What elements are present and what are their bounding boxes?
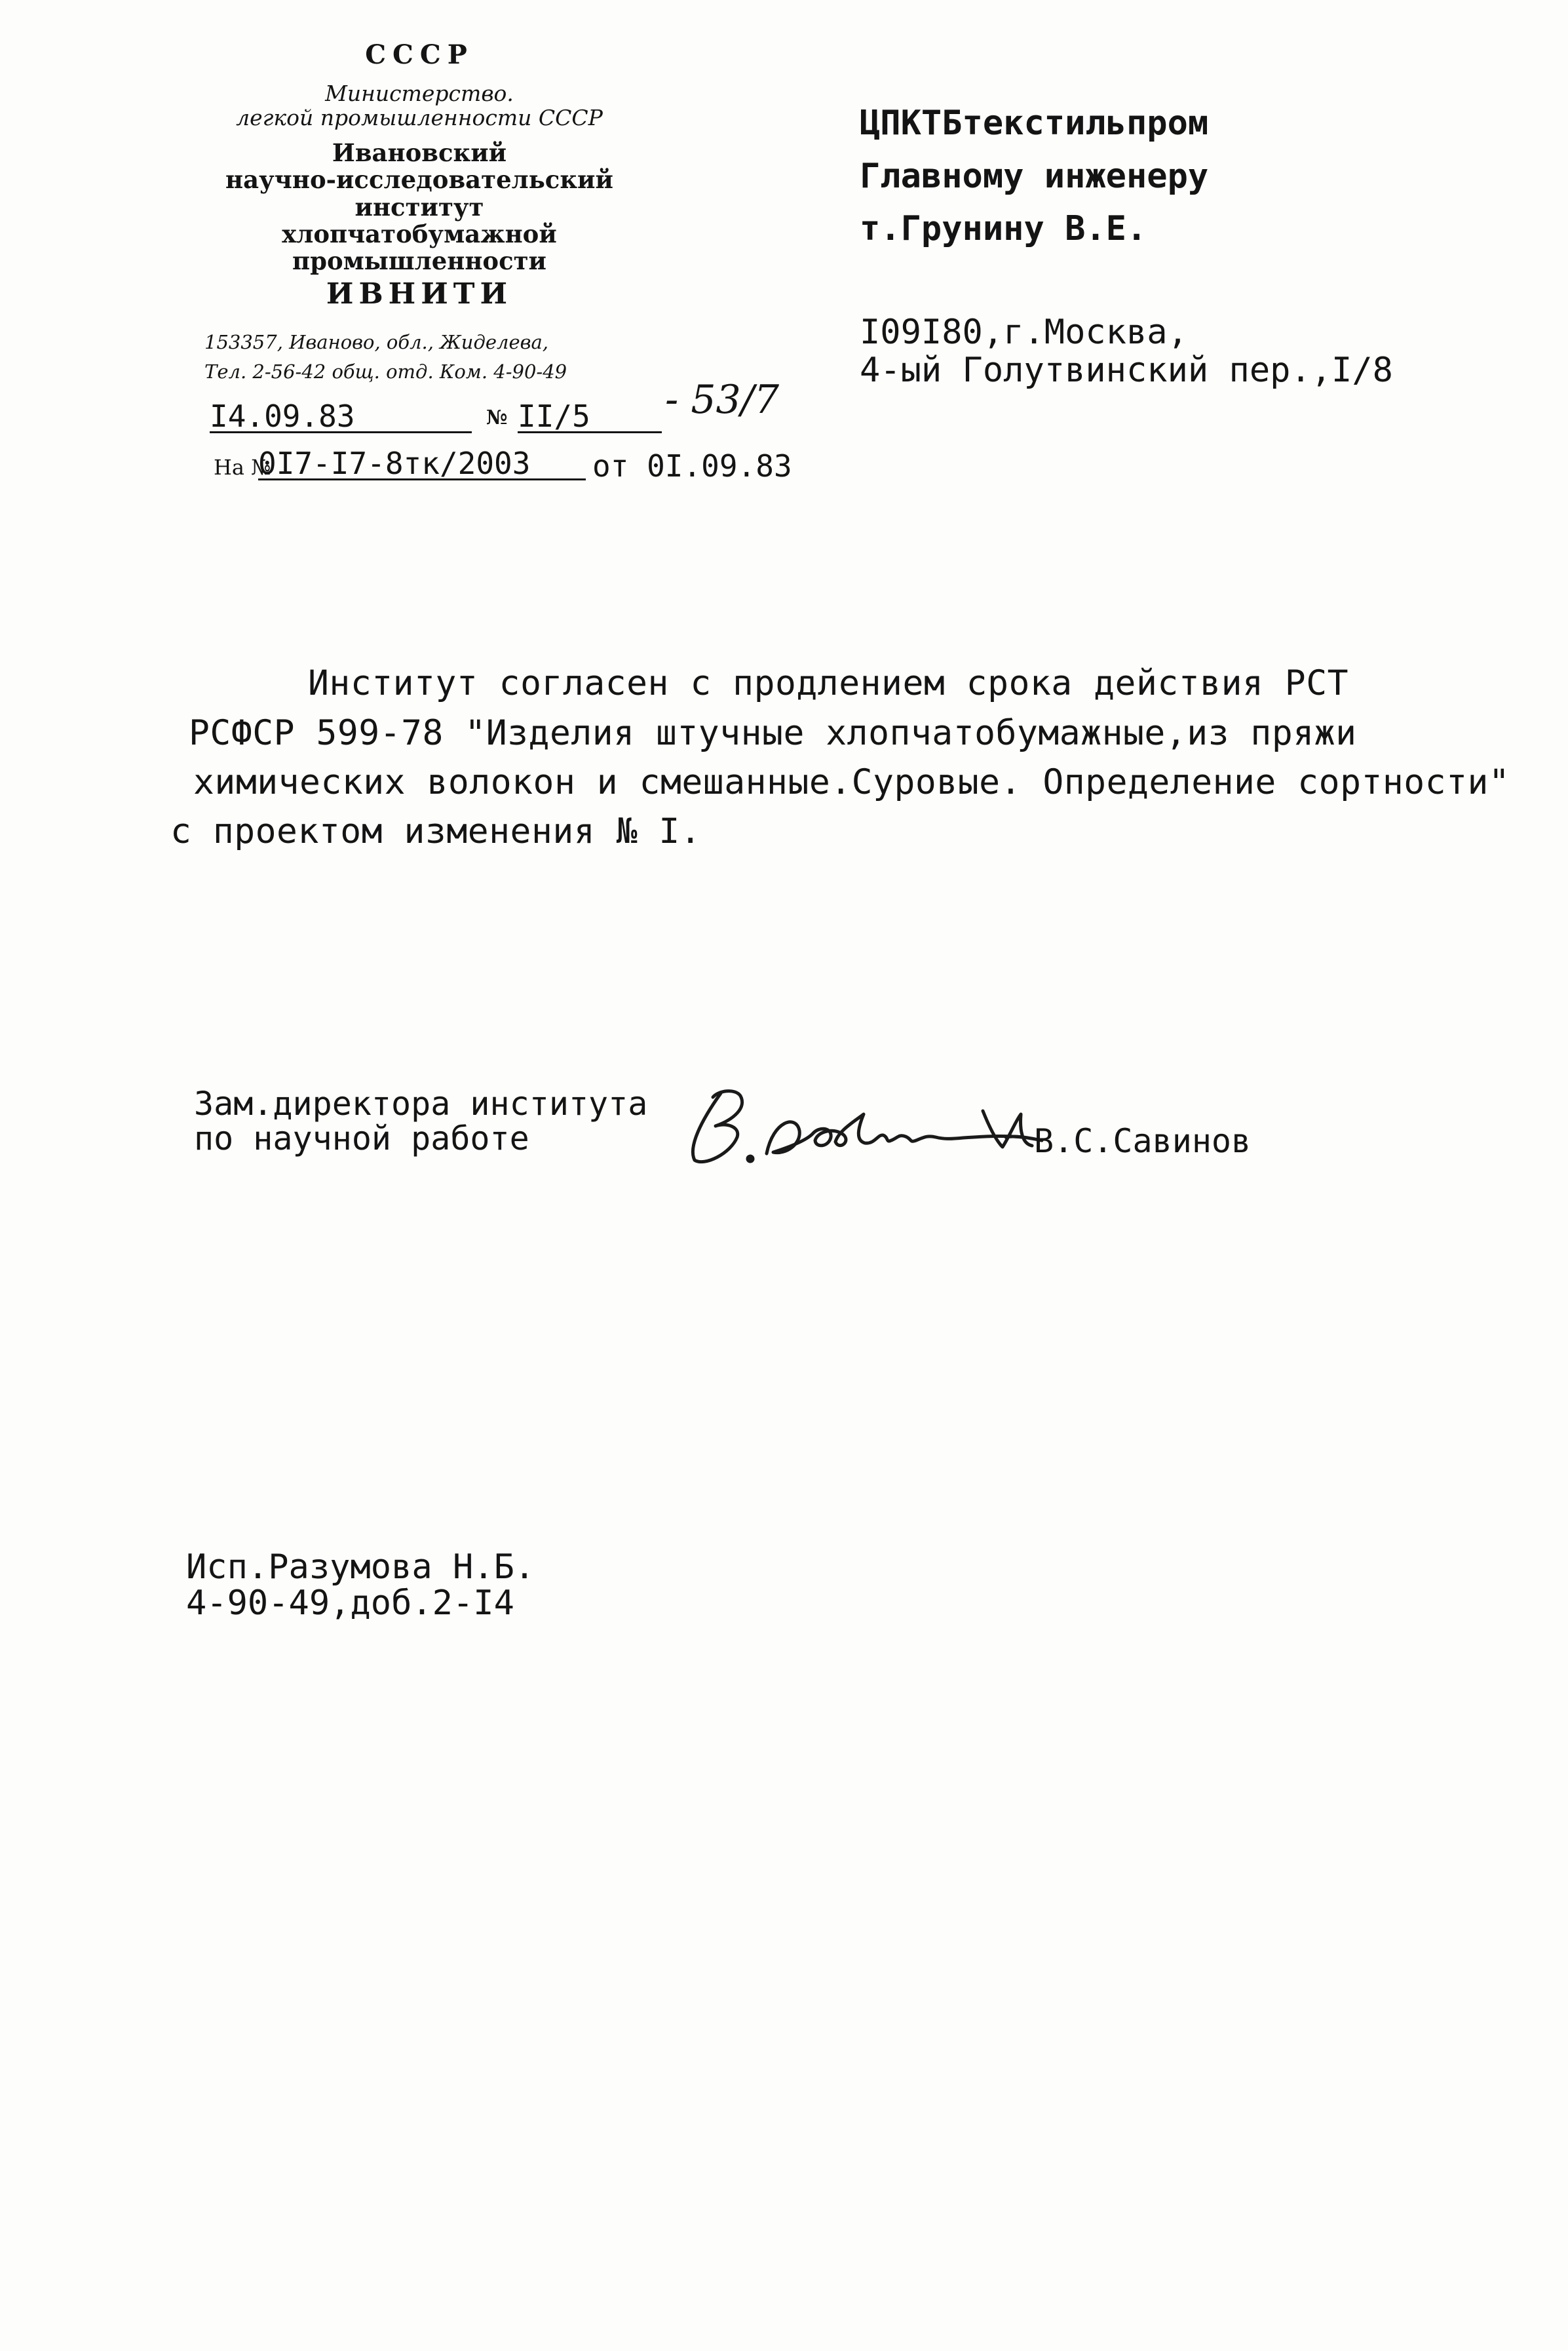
signatory-title-line1: Зам.директора института xyxy=(194,1085,648,1123)
in-reply-date: от 0I.09.83 xyxy=(592,448,792,484)
letterhead-abbreviation: ИВНИТИ xyxy=(326,277,513,311)
outgoing-number-handwritten: - 53/7 xyxy=(665,377,780,423)
letterhead-institute-line3: институт xyxy=(354,192,484,222)
letterhead-address-line2: Тел. 2-56-42 общ. отд. Ком. 4-90-49 xyxy=(204,360,567,383)
executor-phone: 4-90-49,доб.2-I4 xyxy=(186,1583,514,1623)
addressee-organization: ЦПКТБтекстильпром xyxy=(860,104,1209,143)
addressee-position: Главному инженеру xyxy=(860,156,1209,196)
outgoing-number-label: № xyxy=(486,406,508,429)
signatory-title-line2: по научной работе xyxy=(194,1119,529,1157)
executor-name: Исп.Разумова Н.Б. xyxy=(186,1547,535,1587)
body-line-4: с проектом изменения № I. xyxy=(170,811,702,851)
letterhead-address-line1: 153357, Иваново, обл., Жиделева, xyxy=(204,331,549,353)
body-line-2: РСФСР 599-78 "Изделия штучные хлопчатобумажные,из пряжи xyxy=(189,713,1357,753)
outgoing-number: II/5 xyxy=(518,401,662,433)
letterhead-ministry-line1: Министерство. xyxy=(325,80,514,106)
in-reply-number: 0I7-I7-8тк/2003 xyxy=(258,448,586,480)
letterhead-ministry-line2: легкой промышленности СССР xyxy=(236,104,603,130)
addressee xyxy=(860,97,1208,256)
addressee-address-line2: 4-ый Голутвинский пер.,I/8 xyxy=(860,351,1393,391)
letterhead-institute-line5: промышленности xyxy=(292,246,546,276)
addressee-address-line1: I09I80,г.Москва, xyxy=(860,313,1188,352)
letterhead-address xyxy=(204,328,567,387)
executor-info xyxy=(186,1549,535,1621)
signatory-name: В.С.Савинов xyxy=(1034,1122,1252,1160)
body-line-3: химических волокон и смешанные.Суровые. Определение сортности" xyxy=(193,762,1510,802)
outgoing-date: I4.09.83 xyxy=(210,401,472,433)
letterhead-institute-line1: Ивановский xyxy=(332,138,507,167)
signatory-title xyxy=(194,1087,647,1156)
body-line-1: Институт согласен с продлением срока действия РСТ xyxy=(308,663,1349,703)
letterhead xyxy=(170,41,668,310)
letterhead-institute-line4: хлопчатобумажной xyxy=(282,220,557,249)
addressee-name: т.Грунину В.Е. xyxy=(860,209,1147,249)
letterhead-country: СССР xyxy=(365,39,474,70)
in-reply-label: На № xyxy=(214,455,271,480)
letterhead-institute-line2: научно-исследовательский xyxy=(225,165,613,195)
addressee-address xyxy=(860,313,1393,389)
